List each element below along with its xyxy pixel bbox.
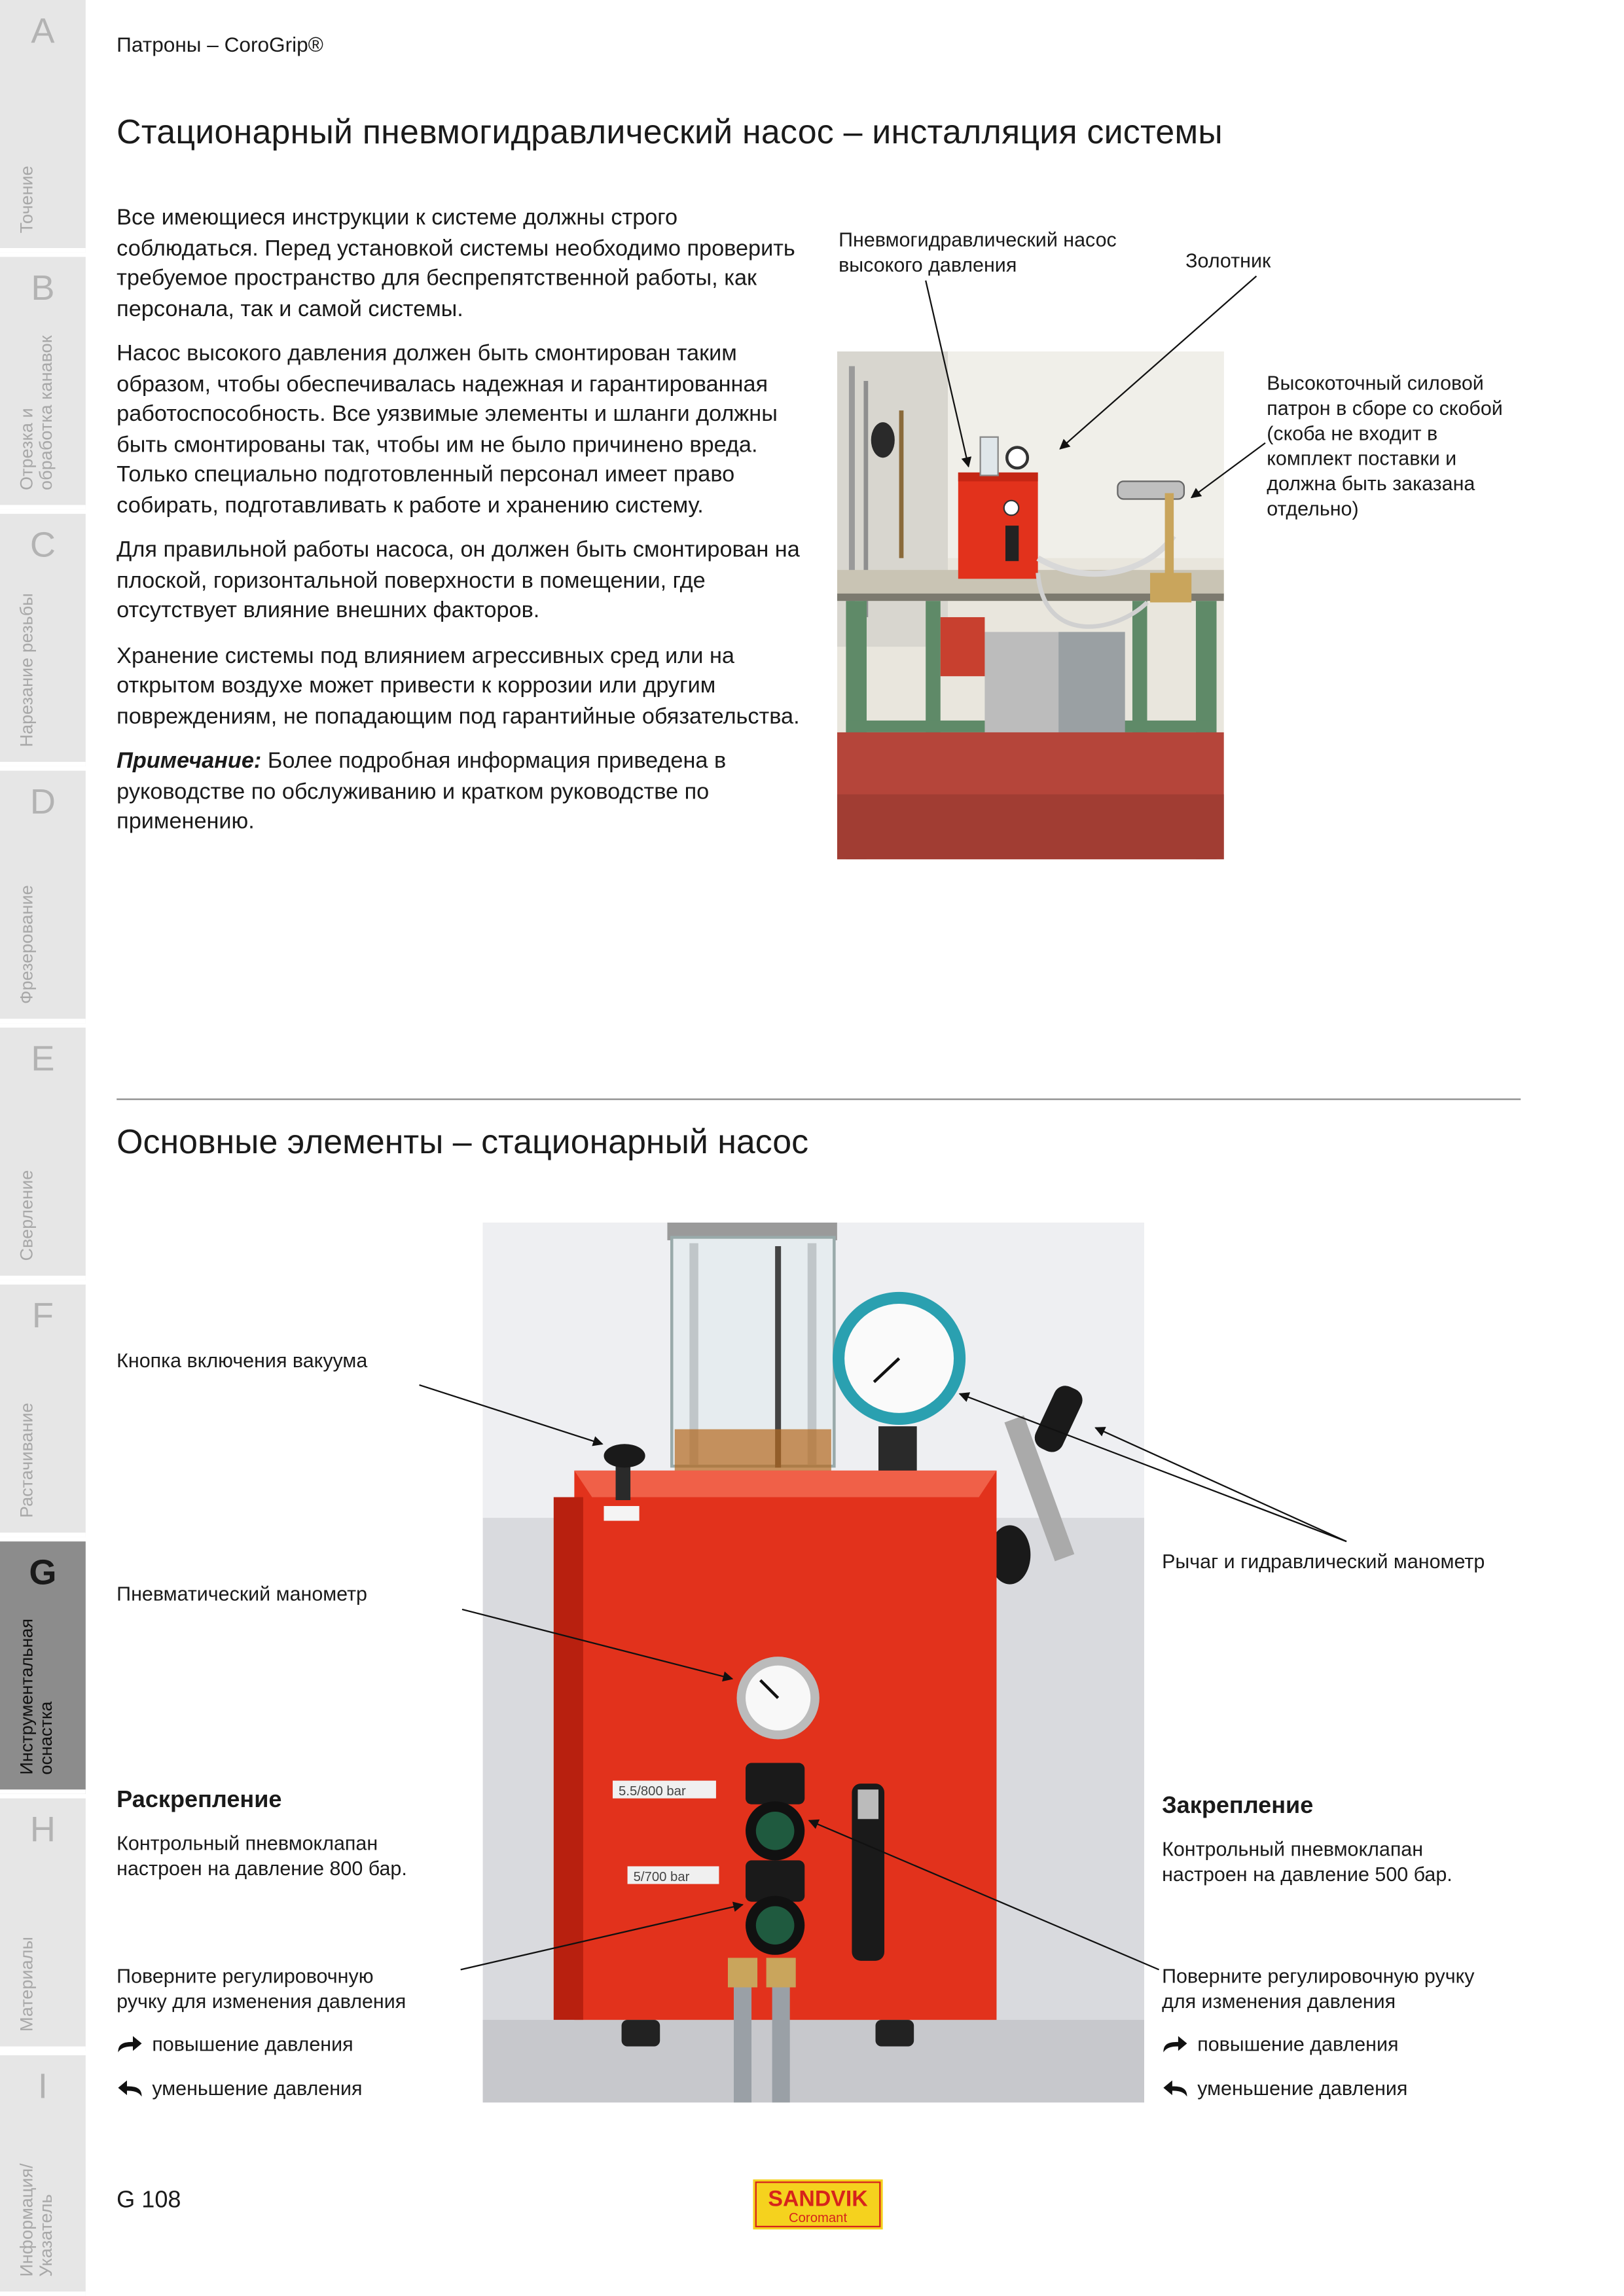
chapter-label: Информация/ Указатель (16, 2163, 56, 2277)
callout-valve: Золотник (1185, 249, 1271, 272)
chapter-letter: E (31, 1039, 55, 1080)
clamping-text: Контрольный пневмоклапан настроен на давление 500 бар. (1162, 1838, 1453, 1886)
arrow-right-icon (117, 2036, 143, 2053)
unclamping-decrease: уменьшение давления (117, 2076, 362, 2101)
note-label: Примечание: (117, 748, 262, 774)
sandvik-coromant-logo (753, 2179, 882, 2230)
chapter-tab-h[interactable] (0, 1799, 86, 2051)
unclamping-text: Контрольный пневмоклапан настроен на давление 800 бар. (117, 1832, 407, 1880)
chapter-letter: B (31, 268, 55, 309)
chapter-letter: D (29, 782, 56, 823)
arrow-left-icon (117, 2079, 143, 2097)
chapter-tab-a[interactable] (0, 0, 86, 253)
label-pneumatic-gauge: Пневматический манометр (117, 1583, 368, 1605)
clamping-title: Закрепление (1162, 1793, 1314, 1820)
chapter-tab-b[interactable] (0, 257, 86, 510)
chapter-label: Растачивание (16, 1403, 37, 1518)
arrow-left-icon (1162, 2079, 1189, 2097)
section-divider (117, 1098, 1521, 1100)
chapter-tab-e[interactable] (0, 1028, 86, 1280)
chapter-letter: I (37, 2067, 48, 2108)
note-text: Более подробная информация приведена в руководстве по обслуживанию и кратком руководстве по применению. (117, 748, 727, 834)
chapter-label: Отрезка и обработка канавок (16, 335, 56, 490)
arrow-right-icon (1162, 2036, 1189, 2053)
installation-text (117, 204, 803, 852)
label-vacuum-button: Кнопка включения вакуума (117, 1349, 368, 1372)
clamping-instruction: Поверните регулировочную ручку для изменения давления (1162, 1965, 1475, 2013)
chapter-letter: A (31, 12, 55, 52)
valve-plate-top: 5.5/800 bar (619, 1784, 686, 1799)
page-title: Стационарный пневмогидравлический насос – инсталляция системы (117, 112, 1223, 151)
chapter-label: Фрезерование (16, 885, 37, 1005)
label-lever-gauge: Рычаг и гидравлический манометр (1162, 1550, 1485, 1573)
clamping-increase: повышение давления (1162, 2032, 1398, 2056)
unclamping-title: Раскрепление (117, 1787, 282, 1814)
clamping-decrease: уменьшение давления (1162, 2076, 1407, 2101)
section-title: Основные элементы – стационарный насос (117, 1122, 809, 1161)
installation-photo (837, 351, 1224, 859)
chapter-label: Материалы (16, 1937, 37, 2032)
note (117, 747, 803, 838)
chapter-letter: F (31, 1296, 54, 1336)
paragraph: Для правильной работы насоса, он должен быть смонтирован на плоской, горизонтальной поверхности в помещении, где отсутствует влияние внешних факторов. (117, 537, 800, 623)
chapter-label: Сверление (16, 1170, 37, 1261)
unclamping-instruction: Поверните регулировочную ручку для изменения давления (117, 1965, 406, 2013)
page-number: G 108 (117, 2188, 181, 2214)
chapter-tab-d[interactable] (0, 771, 86, 1024)
chapter-tab-c[interactable] (0, 514, 86, 766)
pump-photo (483, 1223, 1144, 2103)
chapter-tab-i[interactable] (0, 2055, 86, 2296)
running-head: Патроны – CoroGrip® (117, 32, 323, 56)
unclamping-increase: повышение давления (117, 2032, 353, 2056)
callout-pump: Пневмогидравлический насос высокого давления (839, 228, 1117, 276)
logo-main-text: SANDVIK (768, 2186, 868, 2212)
logo-sub-text: Coromant (788, 2211, 848, 2226)
paragraph: Все имеющиеся инструкции к системе должны строго соблюдаться. Перед установкой системы необходимо проверить требуемое пространство для беспрепятственной работы, как персонала, так и самой системы. (117, 205, 795, 321)
chapter-letter: C (29, 526, 56, 566)
paragraph: Насос высокого давления должен быть смонтирован таким образом, чтобы обеспечивалась надежная и гарантированная работоспособность. Все уязвимые элементы и шланги должны быть смонтированы так, чтобы им не было причинено вреда. Только специально подготовленный персонал имеет право собирать, подготавливать к работе и хранению систему. (117, 341, 778, 518)
chapter-tab-g[interactable] (0, 1541, 86, 1794)
chapter-label: Точение (16, 166, 37, 234)
chapter-letter: G (29, 1553, 57, 1594)
chapter-tab-f[interactable] (0, 1285, 86, 1537)
callout-chuck: Высокоточный силовой патрон в сборе со скобой (скоба не входит в комплект поставки и должна быть заказана отдельно) (1267, 372, 1503, 520)
chapter-letter: H (29, 1810, 56, 1850)
chapter-sidebar (0, 0, 86, 2296)
valve-plate-bottom: 5/700 bar (633, 1870, 690, 1885)
chapter-label: Инструментальная оснастка (16, 1618, 56, 1775)
chapter-label: Нарезание резьбы (16, 593, 37, 747)
paragraph: Хранение системы под влиянием агрессивных сред или на открытом воздухе может привести к коррозии или другим повреждениям, не попадающим под гарантийные обязательства. (117, 643, 800, 729)
